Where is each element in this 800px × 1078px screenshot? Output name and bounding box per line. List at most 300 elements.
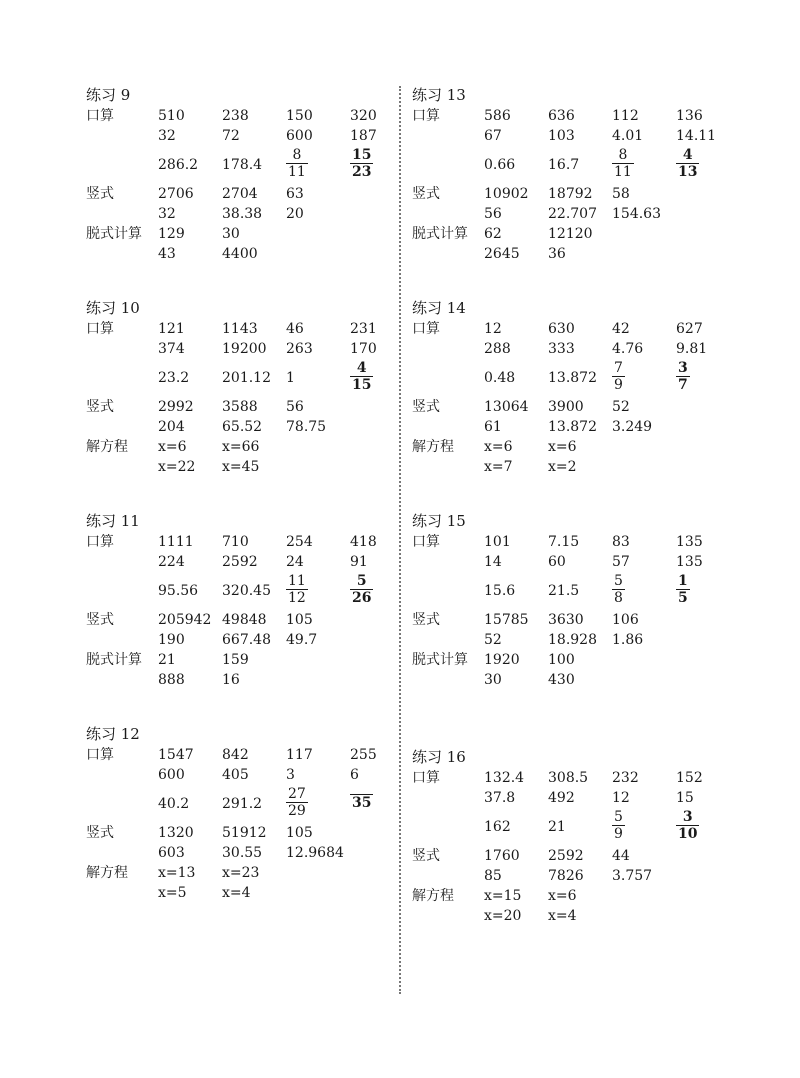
- answer-row: [412, 106, 742, 126]
- fraction-denominator: 23: [352, 163, 372, 180]
- answer-row: [412, 224, 742, 244]
- fraction-numerator: 8: [612, 147, 634, 164]
- fraction-numerator: 5: [614, 572, 623, 589]
- answer-value: 0.66: [484, 157, 516, 173]
- section-label: 口算: [412, 321, 440, 337]
- fraction-answer: [612, 572, 625, 610]
- answer-row: [412, 532, 742, 552]
- fraction-answer: [350, 359, 373, 397]
- answer-value: 72: [222, 128, 240, 144]
- answer-row: [412, 572, 742, 610]
- fraction-answer: [612, 808, 625, 846]
- fraction-denominator: 7: [678, 376, 688, 393]
- answer-row: [86, 765, 416, 785]
- fraction-denominator: 13: [678, 163, 698, 180]
- answer-value: 38.38: [222, 206, 263, 222]
- answer-value: 288: [484, 341, 511, 357]
- answer-value: 63: [286, 186, 304, 202]
- fraction-numerator: 11: [288, 572, 306, 589]
- answer-value: 308.5: [548, 770, 589, 786]
- answer-row: [412, 339, 742, 359]
- answer-value: 263: [286, 341, 313, 357]
- answer-row: [86, 823, 416, 843]
- answer-value: 106: [612, 612, 639, 628]
- answer-value: x=4: [222, 885, 251, 901]
- answer-value: 888: [158, 672, 185, 688]
- fraction-numerator: 5: [614, 808, 623, 825]
- answer-value: 154.63: [612, 206, 661, 222]
- exercise-title: 练习 14: [412, 299, 466, 317]
- fraction-answer: [612, 146, 634, 184]
- fraction-denominator: 11: [614, 163, 632, 180]
- section-label: 口算: [86, 108, 114, 124]
- answer-value: 22.707: [548, 206, 597, 222]
- fraction: [286, 147, 308, 180]
- answer-value: 44: [612, 848, 630, 864]
- fraction: [612, 360, 625, 393]
- answer-row: [412, 457, 742, 477]
- answer-row: [86, 106, 416, 126]
- answer-value: x=13: [158, 865, 196, 881]
- section-label: 解方程: [86, 439, 128, 455]
- answer-value: x=23: [222, 865, 260, 881]
- answer-value: 32: [158, 206, 176, 222]
- answer-value: 162: [484, 819, 511, 835]
- answer-value: 105: [286, 612, 313, 628]
- answer-value: 3900: [548, 399, 584, 415]
- fraction-answer: [612, 359, 625, 397]
- section-label: 解方程: [412, 888, 454, 904]
- section-label: 口算: [412, 534, 440, 550]
- answer-value: 600: [286, 128, 313, 144]
- section-label: 口算: [412, 770, 440, 786]
- answer-value: x=5: [158, 885, 187, 901]
- answer-row: [86, 552, 416, 572]
- answer-value: 2645: [484, 246, 520, 262]
- section-label: 竖式: [412, 186, 440, 202]
- section-label: 竖式: [86, 825, 114, 841]
- answer-value: 42: [612, 321, 630, 337]
- fraction-answer: [350, 572, 373, 610]
- answer-value: 58: [612, 186, 630, 202]
- answer-value: 16: [222, 672, 240, 688]
- answer-row: [412, 906, 742, 926]
- fraction-numerator: 3: [678, 359, 688, 376]
- section-label: 口算: [86, 747, 114, 763]
- answer-value: 190: [158, 632, 185, 648]
- answer-value: 67: [484, 128, 502, 144]
- answer-value: 201.12: [222, 370, 271, 386]
- answer-value: 15: [676, 790, 694, 806]
- exercise-title: 练习 12: [86, 725, 140, 743]
- exercise-title: 练习 15: [412, 512, 466, 530]
- answer-value: 9.81: [676, 341, 708, 357]
- fraction-answer: [350, 785, 373, 823]
- fraction-numerator: 4: [676, 147, 699, 164]
- answer-row: [86, 863, 416, 883]
- fraction: [676, 360, 690, 393]
- answer-value: 14.11: [676, 128, 717, 144]
- answer-value: 30: [484, 672, 502, 688]
- answer-value: 12: [612, 790, 630, 806]
- answer-value: x=6: [484, 439, 513, 455]
- answer-value: 291.2: [222, 796, 263, 812]
- answer-value: 1.86: [612, 632, 644, 648]
- answer-value: 61: [484, 419, 502, 435]
- answer-value: 19200: [222, 341, 267, 357]
- answer-value: 320: [350, 108, 377, 124]
- answer-value: 132.4: [484, 770, 525, 786]
- answer-row: [412, 437, 742, 457]
- section-label: 竖式: [86, 186, 114, 202]
- fraction-denominator: 26: [352, 589, 372, 606]
- answer-value: 52: [484, 632, 502, 648]
- answer-row: [412, 670, 742, 690]
- answer-row: [86, 745, 416, 765]
- answer-row: [86, 883, 416, 903]
- answer-row: [412, 244, 742, 264]
- answer-value: 46: [286, 321, 304, 337]
- answer-value: 101: [484, 534, 511, 550]
- answer-value: 374: [158, 341, 185, 357]
- answer-row: [412, 808, 742, 846]
- answer-row: [86, 670, 416, 690]
- answer-row: [412, 184, 742, 204]
- answer-value: 255: [350, 747, 377, 763]
- exercise-11: [86, 510, 416, 690]
- answer-value: 56: [286, 399, 304, 415]
- answer-value: 18792: [548, 186, 593, 202]
- answer-value: 30.55: [222, 845, 263, 861]
- answer-row: [86, 397, 416, 417]
- answer-row: [86, 843, 416, 863]
- section-label: 口算: [412, 108, 440, 124]
- answer-value: 37.8: [484, 790, 516, 806]
- exercise-15: [412, 510, 742, 690]
- answer-value: 20: [286, 206, 304, 222]
- fraction-answer: [676, 359, 690, 397]
- answer-value: x=4: [548, 908, 577, 924]
- answer-value: 1143: [222, 321, 258, 337]
- answer-value: 14: [484, 554, 502, 570]
- answer-row: [86, 785, 416, 823]
- answer-value: 24: [286, 554, 304, 570]
- fraction-denominator: 12: [288, 589, 306, 606]
- fraction: [350, 147, 373, 180]
- answer-value: 3: [286, 767, 295, 783]
- answer-value: x=2: [548, 459, 577, 475]
- answer-value: 21: [548, 819, 566, 835]
- answer-value: 12.9684: [286, 845, 344, 861]
- fraction-denominator: 29: [288, 802, 306, 819]
- answer-value: 2704: [222, 186, 258, 202]
- answer-value: x=15: [484, 888, 522, 904]
- fraction-numerator: 1: [678, 572, 688, 589]
- answer-row: [86, 146, 416, 184]
- section-label: 脱式计算: [86, 226, 142, 242]
- section-label: 口算: [86, 534, 114, 550]
- section-label: 竖式: [412, 848, 440, 864]
- answer-row: [86, 437, 416, 457]
- answer-row: [412, 788, 742, 808]
- answer-value: x=7: [484, 459, 513, 475]
- answer-value: 492: [548, 790, 575, 806]
- exercise-9: [86, 84, 416, 264]
- fraction-numerator: 4: [350, 360, 373, 377]
- answer-row: [86, 572, 416, 610]
- answer-row: [412, 319, 742, 339]
- answer-value: 16.7: [548, 157, 580, 173]
- fraction-numerator: 27: [288, 785, 306, 802]
- answer-value: 65.52: [222, 419, 263, 435]
- section-label: 脱式计算: [86, 652, 142, 668]
- fraction-denominator: 11: [288, 163, 306, 180]
- answer-value: x=66: [222, 439, 260, 455]
- answer-value: 586: [484, 108, 511, 124]
- answer-value: 56: [484, 206, 502, 222]
- answer-value: 178.4: [222, 157, 263, 173]
- answer-value: 13064: [484, 399, 529, 415]
- fraction-denominator: 9: [614, 376, 623, 393]
- answer-value: 603: [158, 845, 185, 861]
- answer-value: 49848: [222, 612, 267, 628]
- answer-value: 10902: [484, 186, 529, 202]
- answer-value: 32: [158, 128, 176, 144]
- fraction-answer: [350, 146, 373, 184]
- answer-row: [412, 359, 742, 397]
- answer-value: 12120: [548, 226, 593, 242]
- answer-row: [86, 457, 416, 477]
- answer-value: 100: [548, 652, 575, 668]
- answer-value: x=6: [548, 439, 577, 455]
- answer-value: 418: [350, 534, 377, 550]
- answer-value: 57: [612, 554, 630, 570]
- answer-value: 152: [676, 770, 703, 786]
- fraction: [286, 573, 308, 606]
- fraction: [286, 786, 308, 819]
- fraction-denominator: 8: [614, 589, 623, 606]
- answer-value: 7826: [548, 868, 584, 884]
- answer-value: x=6: [548, 888, 577, 904]
- answer-value: 510: [158, 108, 185, 124]
- fraction: [612, 573, 625, 606]
- answer-value: 21: [158, 652, 176, 668]
- answer-value: 0.48: [484, 370, 516, 386]
- answer-value: 78.75: [286, 419, 327, 435]
- answer-value: 187: [350, 128, 377, 144]
- answer-value: 49.7: [286, 632, 318, 648]
- answer-value: 91: [350, 554, 368, 570]
- answer-value: 21.5: [548, 583, 580, 599]
- answer-row: [86, 339, 416, 359]
- answer-value: 6: [350, 767, 359, 783]
- answer-row: [412, 126, 742, 146]
- section-label: 竖式: [412, 612, 440, 628]
- answer-value: 15.6: [484, 583, 516, 599]
- section-label: 脱式计算: [412, 226, 468, 242]
- answer-row: [412, 417, 742, 437]
- answer-value: 129: [158, 226, 185, 242]
- answer-value: 1111: [158, 534, 194, 550]
- answer-row: [412, 650, 742, 670]
- answer-value: 135: [676, 534, 703, 550]
- answer-row: [86, 184, 416, 204]
- answer-row: [86, 417, 416, 437]
- answer-row: [412, 846, 742, 866]
- fraction: [676, 809, 699, 842]
- answer-value: 333: [548, 341, 575, 357]
- answer-row: [86, 126, 416, 146]
- fraction-answer: [286, 572, 308, 610]
- fraction-answer: [676, 146, 699, 184]
- answer-row: [86, 319, 416, 339]
- exercise-14: [412, 297, 742, 477]
- fraction-numerator: 3: [676, 809, 699, 826]
- fraction: [350, 360, 373, 393]
- answer-value: x=6: [158, 439, 187, 455]
- answer-value: 667.48: [222, 632, 271, 648]
- fraction-numerator: 8: [286, 147, 308, 164]
- answer-value: 112: [612, 108, 639, 124]
- answer-value: 18.928: [548, 632, 597, 648]
- answer-value: 43: [158, 246, 176, 262]
- answer-value: 4400: [222, 246, 258, 262]
- fraction: [612, 809, 625, 842]
- answer-value: 15785: [484, 612, 529, 628]
- answer-value: 62: [484, 226, 502, 242]
- exercise-16: [412, 746, 742, 926]
- answer-value: 636: [548, 108, 575, 124]
- answer-value: 1760: [484, 848, 520, 864]
- answer-value: 630: [548, 321, 575, 337]
- answer-value: 204: [158, 419, 185, 435]
- fraction: [676, 147, 699, 180]
- answer-row: [86, 224, 416, 244]
- answer-value: 2592: [548, 848, 584, 864]
- answer-value: 1547: [158, 747, 194, 763]
- fraction-denominator: 10: [678, 825, 698, 842]
- fraction-numerator: 5: [350, 573, 373, 590]
- answer-value: x=22: [158, 459, 196, 475]
- fraction-numerator: 7: [614, 359, 623, 376]
- answer-value: 103: [548, 128, 575, 144]
- fraction-answer: [286, 785, 308, 823]
- fraction-denominator: 15: [352, 376, 372, 393]
- answer-value: 405: [222, 767, 249, 783]
- answer-row: [412, 768, 742, 788]
- fraction-denominator: 5: [678, 589, 688, 606]
- answer-value: 4.76: [612, 341, 644, 357]
- section-label: 解方程: [412, 439, 454, 455]
- answer-value: 224: [158, 554, 185, 570]
- answer-value: 232: [612, 770, 639, 786]
- answer-value: 170: [350, 341, 377, 357]
- answer-row: [86, 610, 416, 630]
- section-label: 竖式: [412, 399, 440, 415]
- answer-value: 842: [222, 747, 249, 763]
- answer-row: [412, 630, 742, 650]
- fraction-numerator: 15: [352, 146, 372, 163]
- answer-row: [412, 146, 742, 184]
- exercise-title: 练习 11: [86, 512, 140, 530]
- section-label: 解方程: [86, 865, 128, 881]
- answer-value: 60: [548, 554, 566, 570]
- answer-value: 2592: [222, 554, 258, 570]
- fraction-denominator: 35: [352, 794, 372, 811]
- answer-value: 254: [286, 534, 313, 550]
- fraction: [612, 147, 634, 180]
- answer-row: [86, 244, 416, 264]
- exercise-title: 练习 9: [86, 86, 131, 104]
- answer-value: x=20: [484, 908, 522, 924]
- answer-value: 23.2: [158, 370, 190, 386]
- answer-value: 150: [286, 108, 313, 124]
- answer-value: x=45: [222, 459, 260, 475]
- answer-value: 83: [612, 534, 630, 550]
- answer-row: [412, 866, 742, 886]
- answer-value: 12: [484, 321, 502, 337]
- exercise-10: [86, 297, 416, 477]
- answer-row: [86, 650, 416, 670]
- answer-value: 159: [222, 652, 249, 668]
- exercise-title: 练习 13: [412, 86, 466, 104]
- answer-value: 13.872: [548, 370, 597, 386]
- exercise-13: [412, 84, 742, 264]
- answer-value: 3.757: [612, 868, 653, 884]
- exercise-title: 练习 10: [86, 299, 140, 317]
- exercise-title: 练习 16: [412, 748, 466, 766]
- answer-row: [412, 397, 742, 417]
- answer-value: 3630: [548, 612, 584, 628]
- answer-value: 1320: [158, 825, 194, 841]
- section-label: 口算: [86, 321, 114, 337]
- fraction: [350, 573, 373, 606]
- answer-value: 3588: [222, 399, 258, 415]
- answer-value: 13.872: [548, 419, 597, 435]
- answer-value: 3.249: [612, 419, 653, 435]
- answer-value: 52: [612, 399, 630, 415]
- answer-value: 136: [676, 108, 703, 124]
- answer-row: [412, 552, 742, 572]
- answer-row: [86, 630, 416, 650]
- answer-value: 121: [158, 321, 185, 337]
- answer-row: [86, 532, 416, 552]
- answer-value: 627: [676, 321, 703, 337]
- answer-value: 135: [676, 554, 703, 570]
- answer-value: 320.45: [222, 583, 271, 599]
- answer-value: 205942: [158, 612, 212, 628]
- answer-value: 1: [286, 370, 295, 386]
- answer-value: 710: [222, 534, 249, 550]
- fraction: [350, 794, 373, 811]
- answer-value: 85: [484, 868, 502, 884]
- answer-row: [86, 359, 416, 397]
- answer-value: 600: [158, 767, 185, 783]
- fraction-answer: [676, 808, 699, 846]
- answer-value: 1920: [484, 652, 520, 668]
- answer-value: 40.2: [158, 796, 190, 812]
- section-label: 脱式计算: [412, 652, 468, 668]
- answer-value: 430: [548, 672, 575, 688]
- answer-row: [412, 886, 742, 906]
- answer-row: [412, 610, 742, 630]
- section-label: 竖式: [86, 399, 114, 415]
- answer-value: 36: [548, 246, 566, 262]
- answer-value: 51912: [222, 825, 267, 841]
- answer-value: 117: [286, 747, 313, 763]
- answer-value: 30: [222, 226, 240, 242]
- exercise-12: [86, 723, 416, 903]
